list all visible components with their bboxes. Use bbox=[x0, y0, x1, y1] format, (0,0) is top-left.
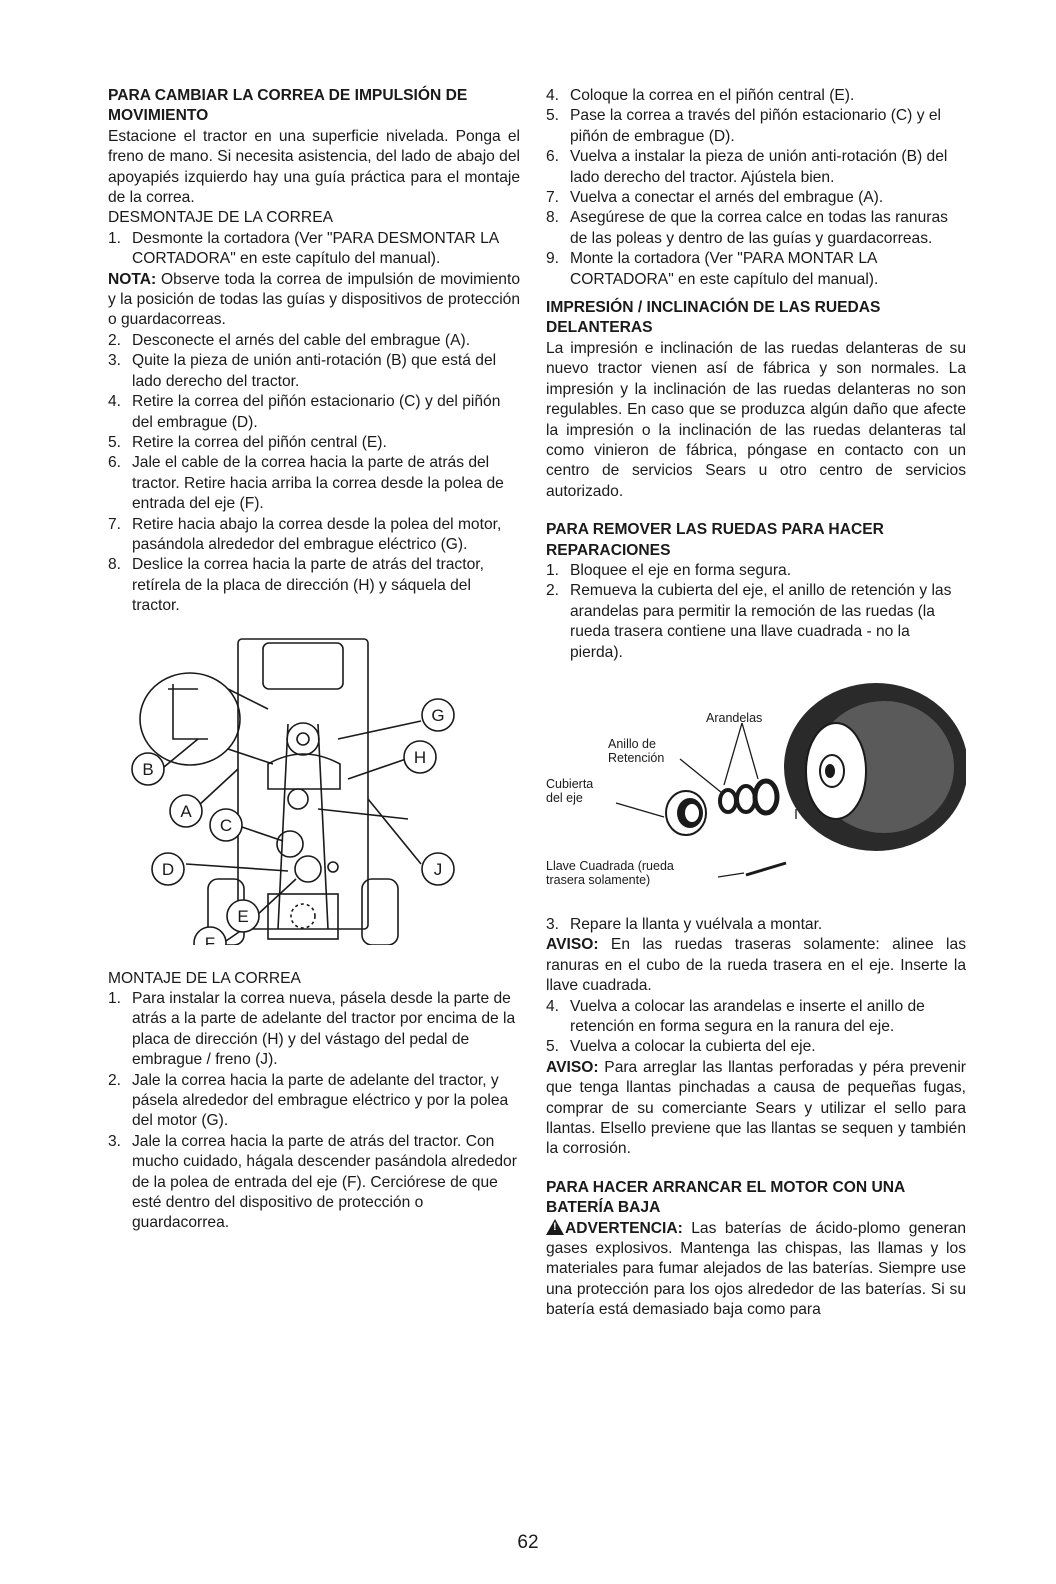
warning-label: ADVERTENCIA: bbox=[565, 1219, 683, 1237]
step-text: Retire hacia abajo la correa desde la polea del motor, pasándola alrededor del embrague eléctrico (G). bbox=[132, 515, 502, 553]
washer bbox=[755, 781, 777, 813]
install-step bbox=[546, 147, 966, 188]
removal-step bbox=[108, 433, 520, 453]
step-number: 2. bbox=[108, 331, 122, 349]
wheel-steps-list bbox=[546, 561, 966, 663]
step-number: 3. bbox=[108, 1132, 122, 1150]
install-step bbox=[546, 106, 966, 147]
label-anillo: Anillo de Retención bbox=[608, 736, 665, 765]
aviso-text: En las ruedas traseras solamente: alinee las ranuras en el cubo de la rueda trasera en el eje. Inserte la llave cuadrada. bbox=[546, 936, 966, 995]
removal-step-1 bbox=[108, 229, 520, 270]
step-number: 6. bbox=[108, 454, 122, 472]
wheel-step-3-list bbox=[546, 915, 966, 935]
step-text: Vuelva a conectar el arnés del embrague (A). bbox=[570, 189, 884, 207]
step-number: 2. bbox=[546, 582, 560, 600]
removal-step-1-list bbox=[108, 229, 520, 270]
clutch-idler bbox=[295, 856, 321, 882]
install-step bbox=[108, 1071, 520, 1132]
step-number: 1. bbox=[108, 989, 122, 1007]
warning-paragraph bbox=[546, 1219, 966, 1321]
label-J: J bbox=[433, 859, 443, 879]
step-number: 8. bbox=[546, 209, 560, 227]
aviso-2 bbox=[546, 1058, 966, 1160]
step-text: Vuelva a colocar la cubierta del eje. bbox=[570, 1038, 816, 1056]
square-key bbox=[746, 863, 786, 875]
step-text: Jale la correa hacia la parte de atrás del tractor. Con mucho cuidado, hágala descender pasándola alrededor de la polea de entrada del eje (F). Cerciórese de que esté dentro del dispositivo de protección o guardacorrea. bbox=[132, 1132, 517, 1232]
pedal-rod bbox=[318, 809, 408, 819]
aviso-1 bbox=[546, 935, 966, 996]
removal-step bbox=[108, 453, 520, 514]
removal-step bbox=[108, 392, 520, 433]
heading-arrancar-motor: PARA HACER ARRANCAR EL MOTOR CON UNA BATERÍA BAJA bbox=[546, 1178, 905, 1217]
step-text: Coloque la correa en el piñón central (E). bbox=[570, 87, 855, 104]
removal-step bbox=[108, 555, 520, 616]
install-step bbox=[546, 86, 966, 106]
install-step bbox=[546, 208, 966, 249]
step-number: 5. bbox=[108, 433, 122, 451]
tractor-frame bbox=[238, 639, 368, 929]
wheel-step bbox=[546, 915, 966, 935]
step-text: Bloquee el eje en forma segura. bbox=[570, 561, 792, 579]
step-number: 5. bbox=[546, 107, 560, 125]
step-number: 1. bbox=[108, 229, 122, 247]
label-C: C bbox=[219, 815, 233, 835]
label-llave: Llave Cuadrada (rueda trasera solamente) bbox=[546, 858, 674, 887]
heading-impresion-inclinacion: IMPRESIÓN / INCLINACIÓN DE LAS RUEDAS DELANTERAS bbox=[546, 299, 881, 337]
step-number: 1. bbox=[546, 561, 560, 579]
step-text: Pase la correa a través del piñón estacionario (C) y el piñón de embrague (D). bbox=[570, 107, 941, 145]
inset-circle bbox=[140, 673, 240, 765]
heading-remover-ruedas: PARA REMOVER LAS RUEDAS PARA HACER REPARACIONES bbox=[546, 521, 884, 559]
stationary-idler bbox=[277, 831, 303, 857]
install-steps-list bbox=[108, 989, 520, 1234]
step-number: 4. bbox=[108, 393, 122, 411]
step-text: Vuelva a instalar la pieza de unión anti-rotación (B) del lado derecho del tractor. Ajústela bien. bbox=[570, 148, 948, 186]
paragraph-impresion: La impresión e inclinación de las ruedas delanteras de su nuevo tractor vienen así de fábrica y son normales. La impresión y la inclinación de las ruedas delanteras no son regulables. En caso que se produzca algún daño que afecte la impresión o la inclinación de las ruedas delanteras tal como vinieron de fábrica, póngase en contacto con un centro de servicios Sears u otro centro de servicios autorizado. bbox=[546, 339, 966, 500]
label-D: D bbox=[161, 859, 175, 879]
aviso-label: AVISO: bbox=[546, 1058, 599, 1076]
removal-step bbox=[108, 515, 520, 556]
wheel-step bbox=[546, 997, 966, 1038]
steering-plate bbox=[268, 754, 340, 789]
label-H: H bbox=[413, 747, 427, 767]
step-number: 9. bbox=[546, 250, 560, 268]
wheel-step bbox=[546, 561, 966, 581]
washer bbox=[737, 786, 755, 812]
step-text: Jale el cable de la correa hacia la parte de atrás del tractor. Retire hacia arriba la correa desde la polea de entrada del eje (F). bbox=[132, 454, 504, 513]
removal-step bbox=[108, 331, 520, 351]
subheading-desmontaje: DESMONTAJE DE LA CORREA bbox=[108, 209, 333, 227]
warning-triangle-icon bbox=[546, 1219, 564, 1235]
right-column bbox=[546, 86, 966, 1321]
step-number: 5. bbox=[546, 1038, 560, 1056]
note-label: NOTA: bbox=[108, 270, 157, 288]
step-text: Para instalar la correa nueva, pásela desde la parte de atrás a la parte de adelante del tractor por encima de la placa de dirección (H) y del vástago del pedal de embrague / freno (J). bbox=[132, 989, 516, 1069]
wheel-diagram bbox=[546, 667, 966, 915]
step-text: Deslice la correa hacia la parte de atrás del tractor, retírela de la placa de dirección (H) y sáquela del tractor. bbox=[132, 556, 484, 615]
step-number: 6. bbox=[546, 148, 560, 166]
step-number: 8. bbox=[108, 556, 122, 574]
step-number: 7. bbox=[108, 515, 122, 533]
wheel-step bbox=[546, 581, 966, 663]
step-text: Monte la cortadora (Ver "PARA MONTAR LA CORTADORA" en este capítulo del manual). bbox=[570, 250, 879, 288]
step-number: 2. bbox=[108, 1071, 122, 1089]
axle-pulley bbox=[291, 904, 315, 928]
removal-step bbox=[108, 351, 520, 392]
label-arandelas: Arandelas bbox=[706, 710, 763, 725]
tractor-belt-illustration bbox=[108, 629, 520, 945]
step-text: Vuelva a colocar las arandelas e inserte el anillo de retención en forma segura en la ranura del eje. bbox=[570, 997, 925, 1035]
engine-plate bbox=[263, 643, 343, 689]
step-number: 4. bbox=[546, 87, 560, 104]
install-step bbox=[546, 188, 966, 208]
step-text: Jale la correa hacia la parte de adelante del tractor, y pásela alrededor del embrague eléctrico y por la polea del motor (G). bbox=[132, 1071, 509, 1130]
step-text: Repare la llanta y vuélvala a montar. bbox=[570, 915, 823, 933]
step-text: Quite la pieza de unión anti-rotación (B) que está del lado derecho del tractor. bbox=[132, 352, 497, 390]
step-number: 3. bbox=[108, 352, 122, 370]
step-number: 7. bbox=[546, 189, 560, 207]
label-A: A bbox=[180, 801, 192, 821]
label-F: F bbox=[204, 933, 216, 945]
label-cubierta: Cubierta del eje bbox=[546, 776, 594, 805]
step-text: Desconecte el arnés del cable del embrague (A). bbox=[132, 331, 471, 349]
install-step bbox=[546, 249, 966, 290]
wheel-steps-4-5 bbox=[546, 997, 966, 1058]
step-number: 3. bbox=[546, 915, 560, 933]
label-B: B bbox=[142, 759, 154, 779]
subheading-montaje: MONTAJE DE LA CORREA bbox=[108, 969, 301, 987]
aviso-label: AVISO: bbox=[546, 936, 599, 954]
install-steps-continued bbox=[546, 86, 966, 290]
label-E: E bbox=[237, 906, 249, 926]
step-text: Retire la correa del piñón estacionario (C) y del piñón del embrague (D). bbox=[132, 393, 501, 431]
retaining-ring bbox=[720, 790, 736, 812]
step-number: 4. bbox=[546, 997, 560, 1015]
belt-diagram bbox=[108, 629, 520, 945]
page-number: 62 bbox=[517, 1532, 539, 1553]
removal-steps-list bbox=[108, 331, 520, 617]
step-text: Remueva la cubierta del eje, el anillo de retención y las arandelas para permitir la remoción de las ruedas (la rueda trasera contiene una llave cuadrada - no la pierda). bbox=[570, 582, 952, 661]
install-step bbox=[108, 1132, 520, 1234]
intro-paragraph: Estacione el tractor en una superficie nivelada. Ponga el freno de mano. Si necesita asistencia, del lado de abajo del apoyapiés izquierdo hay una guía práctica para el montaje de la correa. bbox=[108, 127, 520, 207]
step-text: Asegúrese de que la correa calce en todas las ranuras de las poleas y dentro de las guías y guardacorreas. bbox=[570, 209, 948, 247]
wheel-step bbox=[546, 1037, 966, 1057]
note-paragraph bbox=[108, 270, 520, 331]
aviso-text: Para arreglar las llantas perforadas y péra prevenir que tenga llantas pinchadas a causa de pequeñas fugas, comprar de su comerciante Sears y utilizar el sello para llantas. Elsello previene que las llantas se sequen y también la corrosión. bbox=[546, 1058, 966, 1158]
center-idler bbox=[288, 789, 308, 809]
step-text: Retire la correa del piñón central (E). bbox=[132, 433, 387, 451]
warning-text: Las baterías de ácido-plomo generan gases explosivos. Mantenga las chispas, las llamas y los materiales para fumar alejados de las baterías. Siempre use una protección para los ojos alrededor de las baterías. Si su batería está demasiado baja como para bbox=[546, 1219, 966, 1319]
engine-pulley bbox=[287, 723, 319, 755]
label-G: G bbox=[431, 705, 445, 725]
note-text: Observe toda la correa de impulsión de movimiento y la posición de todas las guías y dispositivos de protección o guardacorreas. bbox=[108, 270, 520, 329]
step-text: Desmonte la cortadora (Ver "PARA DESMONTAR LA CORTADORA" en este capítulo del manual). bbox=[132, 229, 499, 268]
install-step bbox=[108, 989, 520, 1071]
left-column bbox=[108, 86, 520, 1234]
heading-cambiar-correa: PARA CAMBIAR LA CORREA DE IMPULSIÓN DE MOVIMIENTO bbox=[108, 87, 468, 125]
